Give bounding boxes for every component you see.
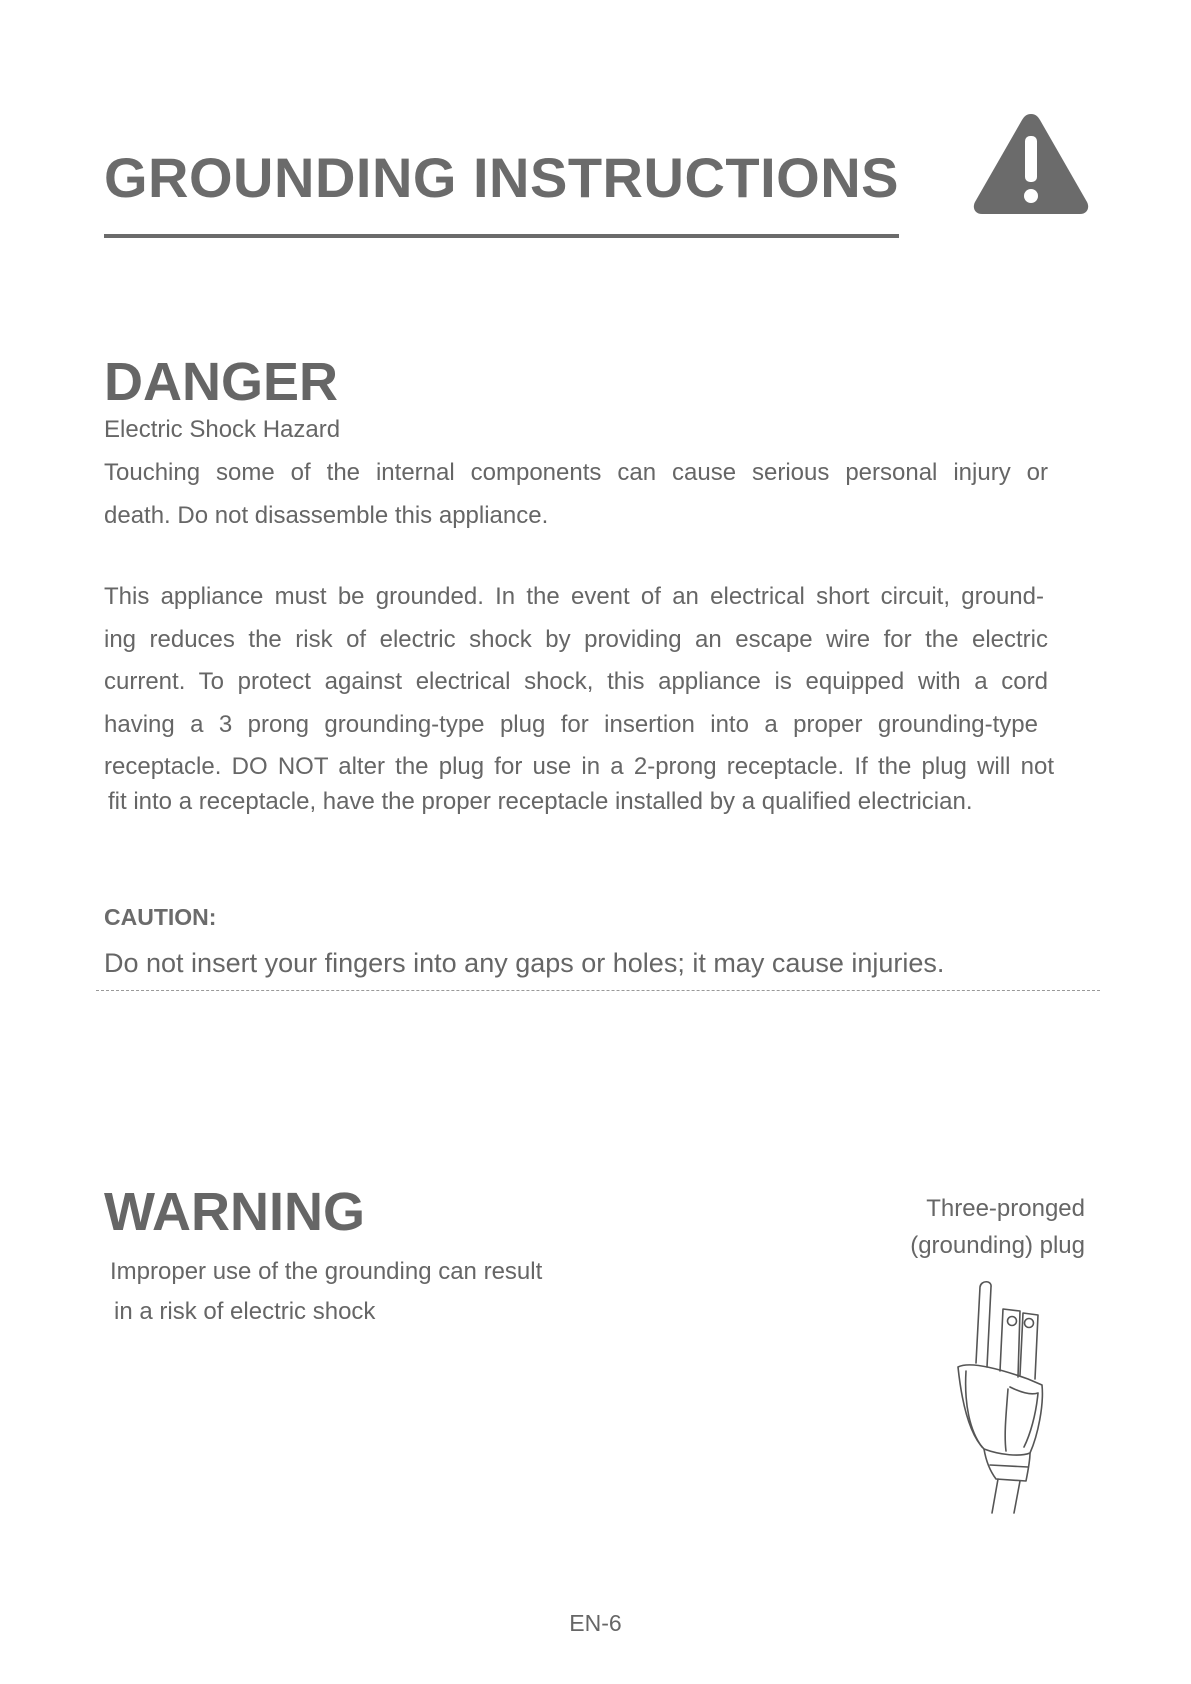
text-line: Touching some of the internal components can cause serious personal injury or — [104, 459, 1048, 486]
dashed-divider — [96, 990, 1100, 991]
danger-paragraph-1 — [104, 452, 1048, 537]
plug-caption-line-1: Three-pronged — [926, 1195, 1085, 1222]
danger-subtitle: Electric Shock Hazard — [104, 416, 341, 443]
caution-text: Do not insert your fingers into any gaps or holes; it may cause injuries. — [104, 948, 945, 978]
text-line: current. To protect against electrical shock, this appliance is equipped with a cord — [104, 668, 1048, 695]
warning-triangle-icon — [970, 108, 1092, 218]
warning-line-2: in a risk of electric shock — [114, 1298, 376, 1325]
three-prong-plug-icon — [940, 1275, 1060, 1515]
danger-paragraph-2 — [104, 576, 1054, 823]
text-line: ing reduces the risk of electric shock by providing an escape wire for the electric — [104, 625, 1048, 653]
caution-label: CAUTION: — [104, 904, 217, 930]
warning-line-1: Improper use of the grounding can result — [110, 1258, 543, 1285]
text-line: fit into a receptacle, have the proper receptacle installed by a qualified electrician. — [108, 787, 973, 815]
text-line: death. Do not disassemble this appliance. — [104, 501, 549, 529]
danger-heading: DANGER — [104, 352, 339, 412]
text-line: having a 3 prong grounding-type plug for insertion into a proper grounding-type — [104, 710, 1038, 738]
warning-heading: WARNING — [104, 1182, 365, 1242]
plug-caption — [880, 1190, 1085, 1264]
page-title: GROUNDING INSTRUCTIONS — [104, 146, 899, 209]
title-underline — [104, 234, 899, 238]
text-line: This appliance must be grounded. In the event of an electrical short circuit, ground- — [104, 583, 1044, 610]
page-number: EN-6 — [569, 1610, 622, 1636]
text-line: receptacle. DO NOT alter the plug for use in a 2-prong receptacle. If the plug will not — [104, 753, 1054, 780]
plug-caption-line-2: (grounding) plug — [910, 1232, 1085, 1259]
